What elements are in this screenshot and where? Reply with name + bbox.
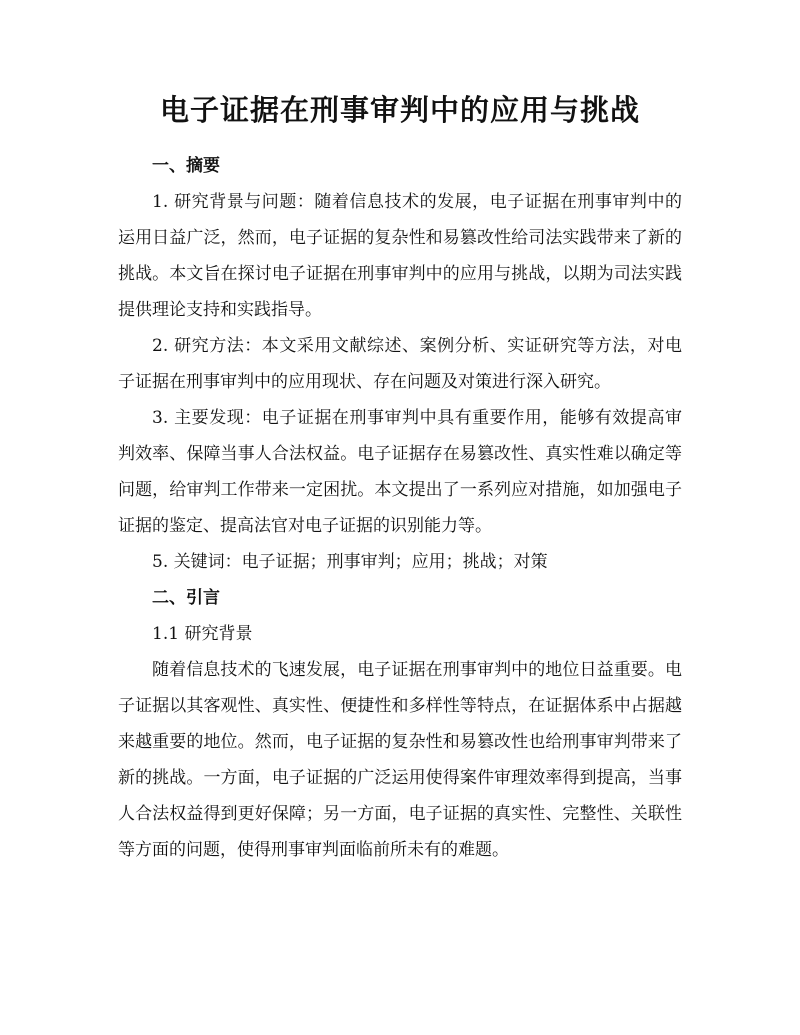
document-title: 电子证据在刑事审判中的应用与挑战 <box>159 93 640 127</box>
introduction-paragraph: 随着信息技术的飞速发展，电子证据在刑事审判中的地位日益重要。电子证据以其客观性、真实性、便捷性和多样性等特点，在证据体系中占据越来越重要的地位。然而，电子证据的复杂性和易篡改性也给刑事审判带来了新的挑战。一方面，电子证据的广泛运用使得案件审理效率得到提高，当事人合法权益得到更好保障；另一方面，电子证据的真实性、完整性、关联性等方面的问题，使得刑事审判面临前所未有的难题。 <box>118 660 682 860</box>
section-heading-abstract: 一、摘要 <box>152 156 220 176</box>
section-heading-introduction: 二、引言 <box>152 588 220 608</box>
abstract-paragraph-background: 1. 研究背景与问题：随着信息技术的发展，电子证据在刑事审判中的运用日益广泛，然而，电子证据的复杂性和易篡改性给司法实践带来了新的挑战。本文旨在探讨电子证据在刑事审判中的应用与挑战，以期为司法实践提供理论支持和实践指导。 <box>118 192 682 320</box>
abstract-paragraph-findings: 3. 主要发现：电子证据在刑事审判中具有重要作用，能够有效提高审判效率、保障当事人合法权益。电子证据存在易篡改性、真实性难以确定等问题，给审判工作带来一定困扰。本文提出了一系列应对措施，如加强电子证据的鉴定、提高法官对电子证据的识别能力等。 <box>118 408 682 536</box>
abstract-paragraph-methods: 2. 研究方法：本文采用文献综述、案例分析、实证研究等方法，对电子证据在刑事审判中的应用现状、存在问题及对策进行深入研究。 <box>118 336 682 392</box>
document-body <box>118 148 682 868</box>
subsection-heading-background: 1.1 研究背景 <box>152 624 253 644</box>
abstract-paragraph-keywords: 5. 关键词：电子证据；刑事审判；应用；挑战；对策 <box>152 552 548 572</box>
